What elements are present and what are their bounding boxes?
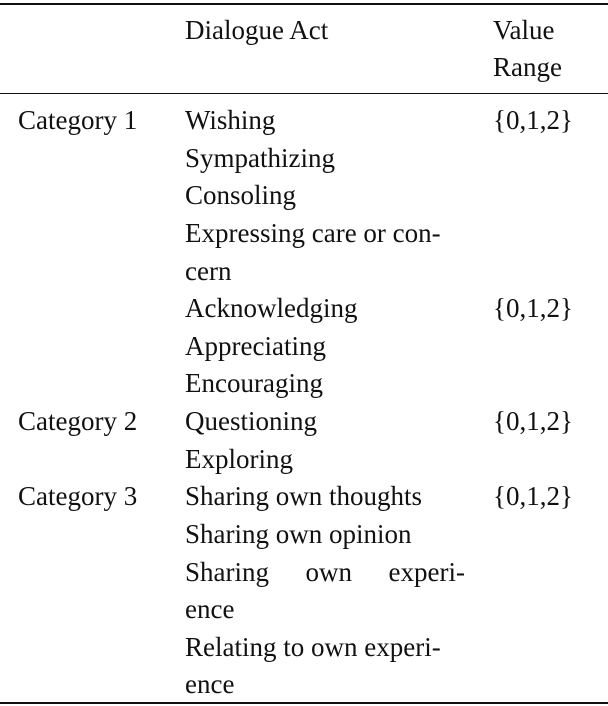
value-range: {0,1,2} [493,105,573,135]
dialogue-act-item: Relating to own experi- [185,632,441,662]
category-label: Category 3 [18,481,138,511]
dialogue-act-item: Wishing [185,105,276,135]
dialogue-act-item: cern [185,256,232,286]
value-range: {0,1,2} [493,481,573,511]
dialogue-act-item: Sharing own thoughts [185,481,423,511]
dialogue-act-item: Acknowledging [185,293,358,323]
header-dialogue-act: Dialogue Act [185,15,329,45]
top-rule [0,3,608,5]
value-range: {0,1,2} [493,293,573,323]
dialogue-act-item: Sharing own experi- [185,557,465,587]
header-rule [0,93,608,94]
dialogue-act-item: Exploring [185,444,293,474]
dialogue-act-item: Sympathizing [185,143,335,173]
header-value-line1: Value [493,15,555,45]
dialogue-act-item: Questioning [185,406,317,436]
header-value-line2: Range [493,52,562,82]
dialogue-act-item: ence [185,594,235,624]
category-label: Category 1 [18,105,138,135]
dialogue-act-item: Encouraging [185,368,323,398]
bottom-rule [0,702,608,704]
dialogue-act-item: Sharing own opinion [185,519,412,549]
dialogue-act-item: Appreciating [185,331,326,361]
dialogue-act-item: Expressing care or con- [185,218,441,248]
category-label: Category 2 [18,406,138,436]
value-range: {0,1,2} [493,406,573,436]
dialogue-act-item: Consoling [185,180,297,210]
dialogue-act-item: ence [185,669,235,699]
